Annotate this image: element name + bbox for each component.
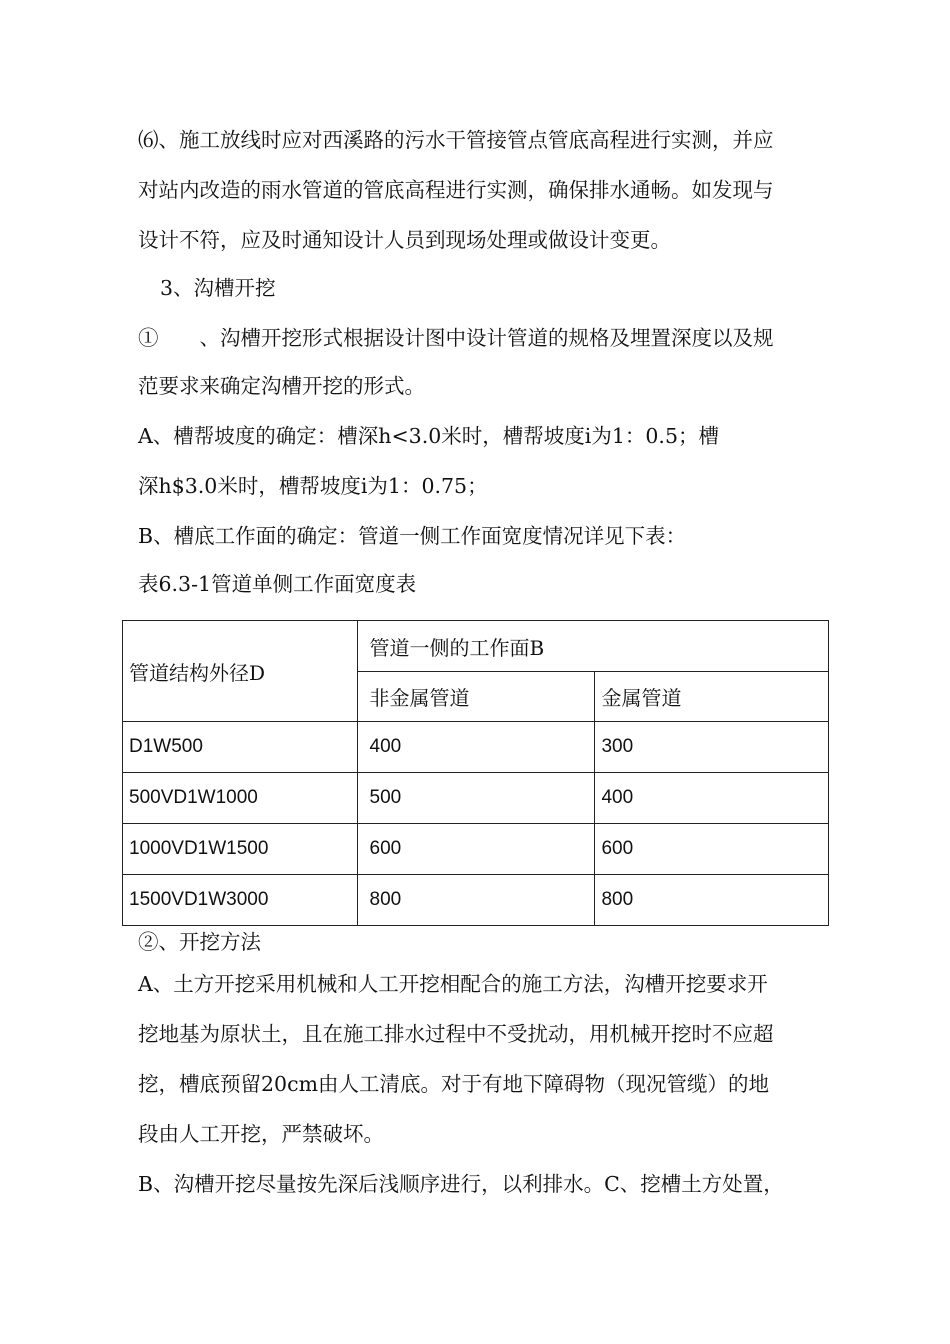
paragraph-line: 范要求来确定沟槽开挖的形式。 <box>138 374 425 398</box>
paragraph-line: B、沟槽开挖尽量按先深后浅顺序进行，以利排水。C、挖槽土方处置， <box>138 1172 784 1196</box>
table-cell: 800 <box>357 875 595 926</box>
table-cell: 1000VD1W1500 <box>123 824 358 875</box>
table-header-metal: 金属管道 <box>595 672 829 722</box>
table-cell: 500 <box>357 773 595 824</box>
table-row <box>123 824 829 875</box>
table-row <box>123 773 829 824</box>
paragraph-line: 挖，槽底预留20cm由人工清底。对于有地下障碍物（现况管缆）的地 <box>138 1072 770 1096</box>
paragraph-line: 设计不符，应及时通知设计人员到现场处理或做设计变更。 <box>138 228 671 252</box>
paragraph-line: ① 、沟槽开挖形式根据设计图中设计管道的规格及埋置深度以及规 <box>138 326 774 350</box>
paragraph-line: A、槽帮坡度的确定：槽深h<3.0米时，槽帮坡度i为1：0.5；槽 <box>138 424 719 448</box>
paragraph-line: 挖地基为原状土，且在施工排水过程中不受扰动，用机械开挖时不应超 <box>138 1022 774 1046</box>
paragraph-line: 深h$3.0米时，槽帮坡度i为1：0.75； <box>138 474 488 498</box>
table-header-outer-diameter: 管道结构外径D <box>123 621 358 722</box>
section-heading: ②、开挖方法 <box>138 930 261 954</box>
paragraph-line: B、槽底工作面的确定：管道一侧工作面宽度情况详见下表： <box>138 524 687 548</box>
work-surface-width-table <box>122 620 829 926</box>
paragraph-line: A、土方开挖采用机械和人工开挖相配合的施工方法，沟槽开挖要求开 <box>138 972 768 996</box>
table-row <box>123 875 829 926</box>
paragraph-line: 对站内改造的雨水管道的管底高程进行实测，确保排水通畅。如发现与 <box>138 178 774 202</box>
table-cell: 500VD1W1000 <box>123 773 358 824</box>
table-cell: D1W500 <box>123 722 358 773</box>
table-cell: 600 <box>357 824 595 875</box>
table-row <box>123 722 829 773</box>
table-cell: 600 <box>595 824 829 875</box>
table-cell: 400 <box>357 722 595 773</box>
table-cell: 1500VD1W3000 <box>123 875 358 926</box>
table-cell: 800 <box>595 875 829 926</box>
table-header-non-metal: 非金属管道 <box>357 672 595 722</box>
section-heading: 3、沟槽开挖 <box>160 276 276 300</box>
table-cell: 300 <box>595 722 829 773</box>
table-cell: 400 <box>595 773 829 824</box>
paragraph-line: 段由人工开挖，严禁破坏。 <box>138 1122 384 1146</box>
table-header-work-surface: 管道一侧的工作面B <box>357 621 828 672</box>
paragraph-line: ⑹、施工放线时应对西溪路的污水干管接管点管底高程进行实测，并应 <box>138 128 774 152</box>
table-caption: 表6.3-1管道单侧工作面宽度表 <box>138 572 417 596</box>
